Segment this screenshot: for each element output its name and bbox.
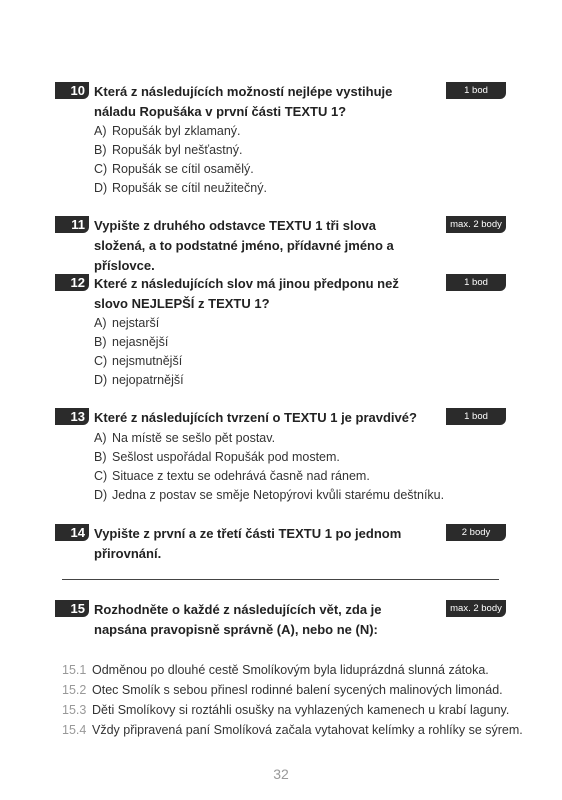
option-letter: D): [94, 181, 108, 195]
options-list: [94, 122, 267, 198]
options-list: [94, 429, 444, 505]
question-text: Která z následujících možností nejlépe vystihuje náladu Ropušáka v první části TEXTU 1?: [94, 84, 393, 119]
statement-item: [62, 680, 523, 700]
points-badge: 1 bod: [446, 274, 506, 291]
option-b[interactable]: [94, 333, 184, 352]
option-b[interactable]: [94, 448, 444, 467]
points-badge: 1 bod: [446, 82, 506, 99]
option-letter: D): [94, 373, 108, 387]
statement-number: 15.4: [62, 723, 87, 737]
statement-text: Děti Smolíkovy si roztáhli osušky na vyhlazených kamenech u krabí laguny.: [92, 703, 510, 717]
question-text: Vypište z první a ze třetí části TEXTU 1 po jednom přirovnání.: [94, 526, 402, 561]
option-letter: A): [94, 124, 107, 138]
option-letter: B): [94, 450, 107, 464]
question-text: Vypište z druhého odstavce TEXTU 1 tři slova složená, a to podstatné jméno, přídavné jméno a příslovce.: [94, 218, 394, 273]
option-b[interactable]: [94, 141, 267, 160]
option-c[interactable]: [94, 352, 184, 371]
option-text: Ropušák se cítil neužitečný.: [112, 181, 267, 195]
question-text: Které z následujících tvrzení o TEXTU 1 je pravdivé?: [94, 410, 417, 425]
option-letter: C): [94, 354, 108, 368]
points-badge: 1 bod: [446, 408, 506, 425]
section-divider: [62, 579, 499, 580]
points-badge: 2 body: [446, 524, 506, 541]
option-text: Ropušák se cítil osamělý.: [112, 162, 254, 176]
option-d[interactable]: [94, 179, 267, 198]
option-letter: A): [94, 316, 107, 330]
option-text: Ropušák byl nešťastný.: [112, 143, 243, 157]
statement-item: [62, 700, 523, 720]
statement-text: Vždy připravená paní Smolíková začala vytahovat kelímky a rohlíky se sýrem.: [92, 723, 523, 737]
question-number: 15: [55, 600, 89, 617]
statement-list: [62, 660, 523, 740]
statement-number: 15.1: [62, 663, 87, 677]
option-a[interactable]: [94, 122, 267, 141]
option-c[interactable]: [94, 160, 267, 179]
options-list: [94, 314, 184, 390]
option-text: nejstarší: [112, 316, 160, 330]
statement-item: [62, 660, 523, 680]
question-number: 10: [55, 82, 89, 99]
question-number: 14: [55, 524, 89, 541]
page-number: 32: [273, 766, 289, 782]
option-letter: A): [94, 431, 107, 445]
question-number: 11: [55, 216, 89, 233]
points-badge: max. 2 body: [446, 216, 506, 233]
statement-item: [62, 720, 523, 740]
option-text: Situace z textu se odehrává časně nad ránem.: [112, 469, 370, 483]
statement-number: 15.2: [62, 683, 87, 697]
option-text: nejsmutnější: [112, 354, 183, 368]
question-text: Které z následujících slov má jinou předponu než slovo NEJLEPŠÍ z TEXTU 1?: [94, 276, 399, 311]
statement-text: Odměnou po dlouhé cestě Smolíkovým byla liduprázdná slunná zátoka.: [92, 663, 489, 677]
option-letter: B): [94, 143, 107, 157]
statement-number: 15.3: [62, 703, 87, 717]
option-d[interactable]: [94, 486, 444, 505]
option-letter: C): [94, 469, 108, 483]
option-a[interactable]: [94, 314, 184, 333]
question-text: Rozhodněte o každé z následujících vět, zda je napsána pravopisně správně (A), nebo ne (N):: [94, 602, 382, 637]
option-a[interactable]: [94, 429, 444, 448]
option-text: Jedna z postav se směje Netopýrovi kvůli starému deštníku.: [112, 488, 445, 502]
question-number: 12: [55, 274, 89, 291]
option-text: Sešlost uspořádal Ropušák pod mostem.: [112, 450, 340, 464]
option-letter: C): [94, 162, 108, 176]
option-text: Ropušák byl zklamaný.: [112, 124, 241, 138]
option-text: Na místě se sešlo pět postav.: [112, 431, 276, 445]
points-badge: max. 2 body: [446, 600, 506, 617]
option-d[interactable]: [94, 371, 184, 390]
option-c[interactable]: [94, 467, 444, 486]
option-text: nejasnější: [112, 335, 169, 349]
question-number: 13: [55, 408, 89, 425]
option-letter: B): [94, 335, 107, 349]
statement-text: Otec Smolík s sebou přinesl rodinné balení sycených malinových limonád.: [92, 683, 503, 697]
option-text: nejopatrnější: [112, 373, 184, 387]
option-letter: D): [94, 488, 108, 502]
